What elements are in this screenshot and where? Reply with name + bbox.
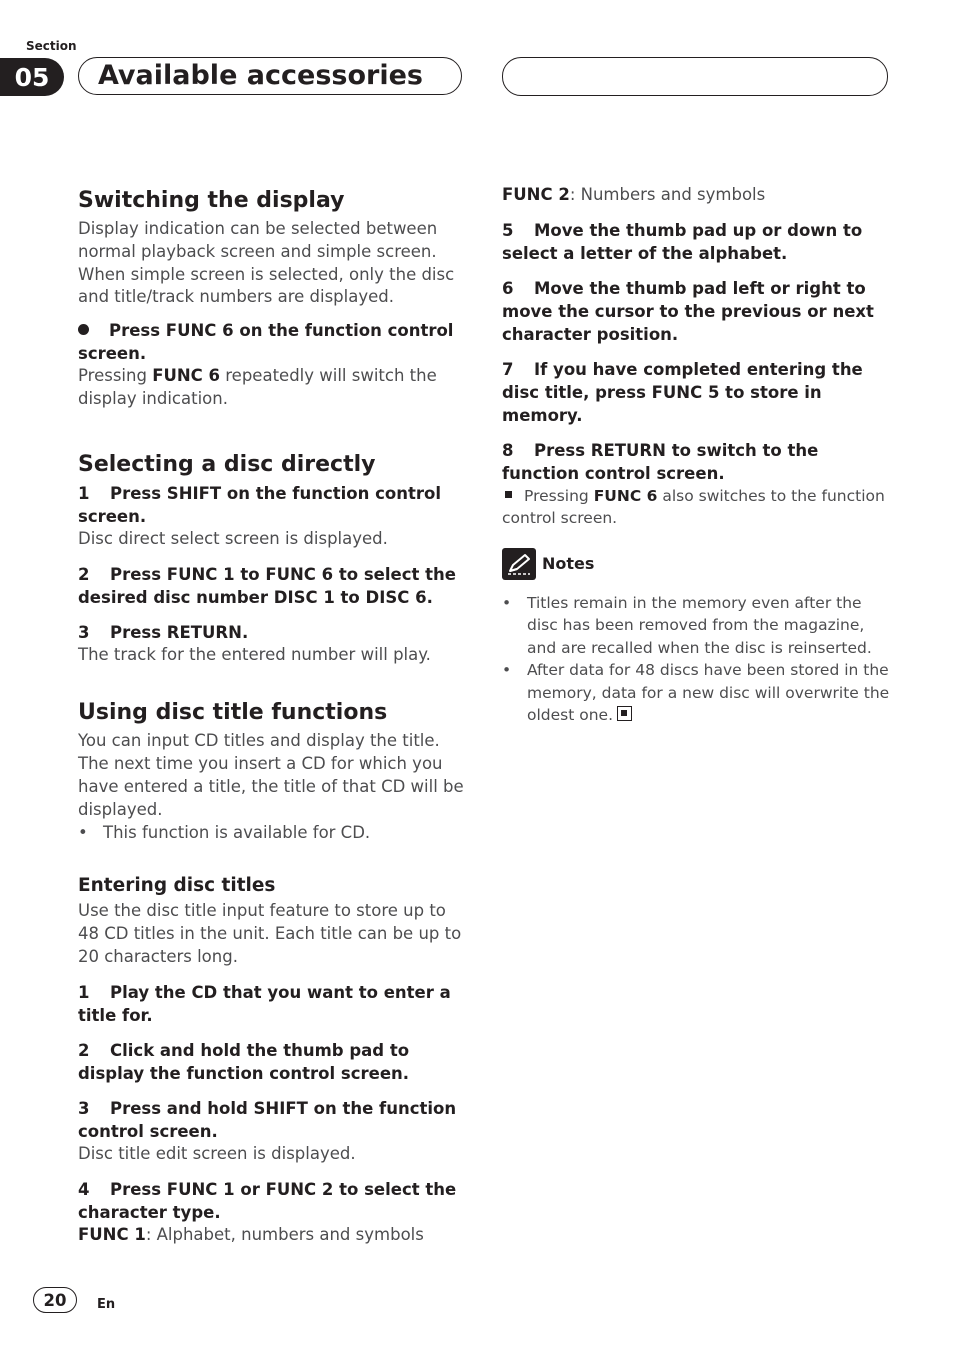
switching-step (78, 319, 470, 365)
tip-bold: FUNC 6 (593, 486, 658, 505)
heading-entering-disc-titles: Entering disc titles (78, 875, 276, 897)
note-item (502, 659, 892, 727)
page-title: Available accessories (98, 60, 423, 91)
entering-intro: Use the disc title input feature to store up to 48 CD titles in the unit. Each title can be up to 20 characters long. (78, 901, 462, 966)
note-text: After data for 48 discs have been stored in the memory, data for a new disc will overwrite the oldest one. (527, 661, 890, 725)
step-number: 1 (78, 982, 90, 1002)
step-text: Click and hold the thumb pad to display the function control screen. (78, 1040, 410, 1083)
entering-step-7 (502, 358, 892, 427)
step-number: 5 (502, 220, 514, 240)
bullet-icon: • (502, 661, 512, 680)
step-text: Move the thumb pad left or right to move the cursor to the previous or next character position. (502, 278, 874, 344)
func2-line (502, 184, 892, 207)
using-bullet-text: This function is available for CD. (103, 822, 371, 842)
selecting-step-1-note: Disc direct select screen is displayed. (78, 528, 388, 548)
using-intro: You can input CD titles and display the title. The next time you insert a CD for which you have entered a title, the title of that CD will be displayed. (78, 731, 464, 819)
notes-header (502, 548, 892, 580)
notes-list (502, 592, 892, 727)
step-text: Press RETURN to switch to the function control screen. (502, 440, 819, 483)
note-text: Titles remain in the memory even after the disc has been removed from the magazine, and are recalled when the disc is reinserted. (527, 593, 872, 657)
entering-step-3 (78, 1097, 470, 1143)
step-number: 4 (78, 1179, 90, 1199)
language-code: En (97, 1297, 116, 1312)
bullet-dot-icon (78, 324, 89, 335)
left-column (78, 184, 470, 1246)
func1-label: FUNC 1 (78, 1224, 146, 1244)
step-text: Press SHIFT on the function control screen. (78, 483, 442, 526)
step-text: Move the thumb pad up or down to select a letter of the alphabet. (502, 220, 863, 263)
func2-text: : Numbers and symbols (569, 185, 766, 204)
selecting-step-3-note: The track for the entered number will play. (78, 644, 431, 664)
note-text-wrap (527, 659, 892, 727)
selecting-step-3 (78, 621, 470, 644)
tip-suffix: also switches to the function control screen. (502, 486, 885, 528)
heading-switching-display: Switching the display (78, 188, 345, 213)
step-number: 2 (78, 564, 90, 584)
selecting-step-2 (78, 563, 470, 609)
step-number: 3 (78, 1098, 90, 1118)
using-bullet (78, 822, 470, 845)
bullet-icon: • (78, 822, 88, 842)
heading-using-disc-title: Using disc title functions (78, 700, 388, 726)
func1-line (78, 1224, 470, 1247)
note-item (502, 592, 892, 660)
switching-body-suffix: repeatedly will switch the display indication. (78, 366, 437, 408)
end-mark-icon (617, 706, 632, 721)
section-label: Section (26, 39, 77, 53)
selecting-step-1 (78, 482, 470, 528)
step-number: 8 (502, 440, 514, 460)
section-number-badge: 05 (0, 58, 64, 96)
bullet-icon: • (502, 593, 512, 612)
entering-step-4 (78, 1178, 470, 1224)
step-text: Press RETURN. (110, 622, 249, 642)
entering-step-6 (502, 277, 892, 346)
switching-body-prefix: Pressing (78, 366, 153, 386)
step-number: 3 (78, 622, 90, 642)
switching-step-text: Press FUNC 6 on the function control screen. (78, 321, 454, 364)
switching-body-bold: FUNC 6 (152, 366, 221, 386)
tip-line (502, 485, 892, 530)
notes-label: Notes (542, 554, 595, 574)
step-number: 1 (78, 483, 90, 503)
switching-body (78, 365, 470, 411)
step-text: Press FUNC 1 to FUNC 6 to select the desired disc number DISC 1 to DISC 6. (78, 564, 456, 607)
step-text: Press FUNC 1 or FUNC 2 to select the character type. (78, 1179, 457, 1222)
header-right-frame (502, 57, 888, 96)
entering-step-8 (502, 439, 892, 485)
heading-selecting-disc: Selecting a disc directly (78, 451, 376, 477)
step-number: 7 (502, 359, 514, 379)
func1-text: : Alphabet, numbers and symbols (145, 1224, 424, 1244)
entering-step-1 (78, 981, 470, 1027)
switching-intro: Display indication can be selected between normal playback screen and simple screen. When simple screen is selected, only the disc and title/track numbers are displayed. (78, 219, 455, 307)
entering-step-2 (78, 1039, 470, 1085)
step-number: 6 (502, 278, 514, 298)
pencil-icon (502, 548, 536, 580)
right-column (502, 184, 892, 727)
page-number: 20 (33, 1287, 77, 1313)
entering-step-5 (502, 219, 892, 265)
square-bullet-icon (505, 491, 512, 498)
step-number: 2 (78, 1040, 90, 1060)
step-text: Press and hold SHIFT on the function control screen. (78, 1098, 457, 1141)
entering-step-3-note: Disc title edit screen is displayed. (78, 1143, 356, 1163)
func2-label: FUNC 2 (502, 185, 570, 204)
tip-prefix: Pressing (524, 486, 594, 505)
step-text: Play the CD that you want to enter a title for. (78, 982, 451, 1025)
step-text: If you have completed entering the disc title, press FUNC 5 to store in memory. (502, 359, 863, 425)
